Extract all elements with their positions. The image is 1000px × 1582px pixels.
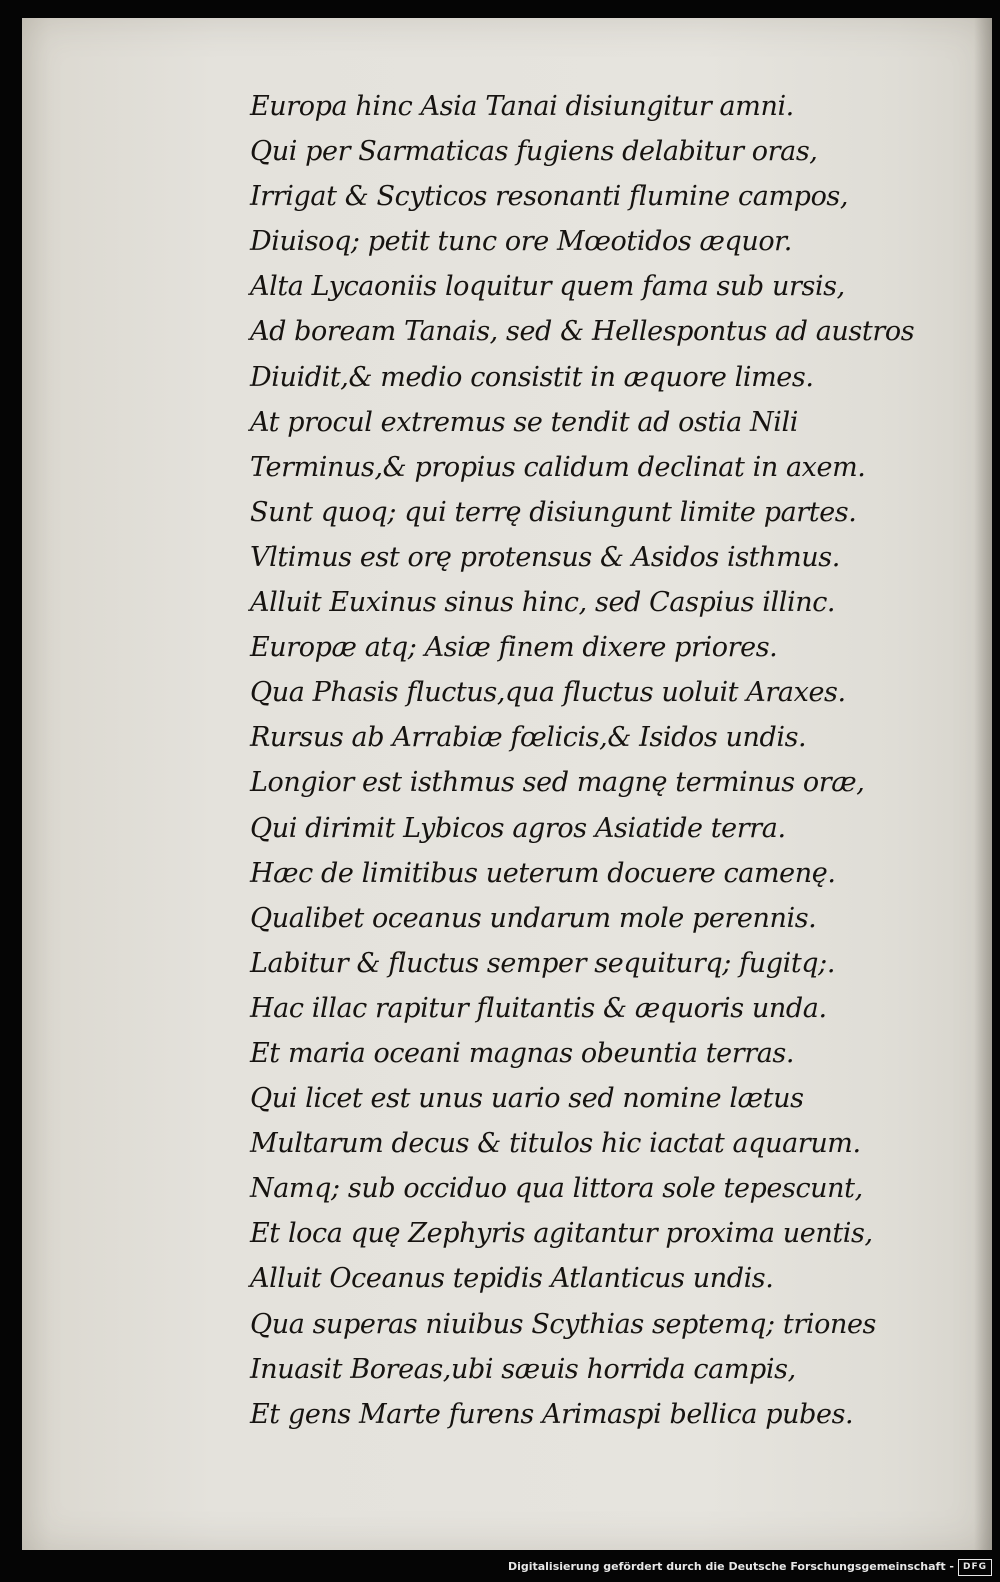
- verse-line: Diuidit,& medio consistit in æquore limes.: [250, 361, 814, 393]
- verse-line: Et loca quę Zephyris agitantur proxima uentis,: [250, 1218, 873, 1250]
- verse-line: Labitur & fluctus semper sequiturq; fugitq;.: [250, 947, 836, 979]
- footer-bar: [0, 1556, 1000, 1582]
- verse-line: Rursus ab Arrabiæ fœlicis,& Isidos undis.: [250, 722, 807, 754]
- verse-line: Hæc de limitibus ueterum docuere camenę.: [250, 857, 836, 889]
- verse-line: Alluit Euxinus sinus hinc, sed Caspius illinc.: [250, 587, 836, 619]
- verse-line: Ad boream Tanais, sed & Hellespontus ad austros: [250, 316, 915, 348]
- verse-line: Longior est isthmus sed magnę terminus oræ,: [250, 767, 865, 799]
- verse-line: Et maria oceani magnas obeuntia terras.: [250, 1037, 795, 1069]
- verse-line: Qui licet est unus uario sed nomine lætus: [250, 1083, 804, 1115]
- verse-line: Hac illac rapitur fluitantis & æquoris unda.: [250, 992, 827, 1024]
- verse-line: Diuisoq; petit tunc ore Mœotidos æquor.: [250, 226, 792, 258]
- spine-shadow: [974, 18, 992, 1550]
- verse-line: Irrigat & Scyticos resonanti flumine campos,: [250, 181, 849, 213]
- verse-line: Sunt quoq; qui terrę disiungunt limite partes.: [250, 496, 857, 528]
- verse-line: Namq; sub occiduo qua littora sole tepescunt,: [250, 1173, 863, 1205]
- verse-line: At procul extremus se tendit ad ostia Nili: [250, 406, 798, 438]
- dfg-logo: DFG: [958, 1559, 992, 1576]
- verse-line: Qua Phasis fluctus,qua fluctus uoluit Araxes.: [250, 677, 846, 709]
- verse-line: Europa hinc Asia Tanai disiungitur amni.: [250, 91, 794, 122]
- verse-line: Qualibet oceanus undarum mole perennis.: [250, 902, 817, 934]
- verse-line: Inuasit Boreas,ubi sæuis horrida campis,: [250, 1353, 796, 1385]
- verse-line: Et gens Marte furens Arimaspi bellica pubes.: [250, 1398, 854, 1430]
- verse-line: Multarum decus & titulos hic iactat aquarum.: [250, 1128, 861, 1160]
- book-page: [22, 18, 992, 1550]
- verse-line: Europæ atq; Asiæ finem dixere priores.: [250, 632, 778, 664]
- funding-notice: Digitalisierung gefördert durch die Deutsche Forschungsgemeinschaft -: [507, 1560, 954, 1573]
- verse-line: Qui per Sarmaticas fugiens delabitur oras,: [250, 136, 818, 168]
- verse-line: Alluit Oceanus tepidis Atlanticus undis.: [250, 1263, 774, 1295]
- verse-line: Qua superas niuibus Scythias septemq; triones: [250, 1308, 876, 1340]
- verse-line: Alta Lycaoniis loquitur quem fama sub ursis,: [250, 271, 845, 303]
- verse-line: Terminus,& propius calidum declinat in axem.: [250, 451, 866, 483]
- verse-line: Qui dirimit Lybicos agros Asiatide terra.: [250, 812, 786, 844]
- verse-line: Vltimus est orę protensus & Asidos isthmus.: [250, 541, 840, 573]
- poem-text-block: [250, 84, 915, 1437]
